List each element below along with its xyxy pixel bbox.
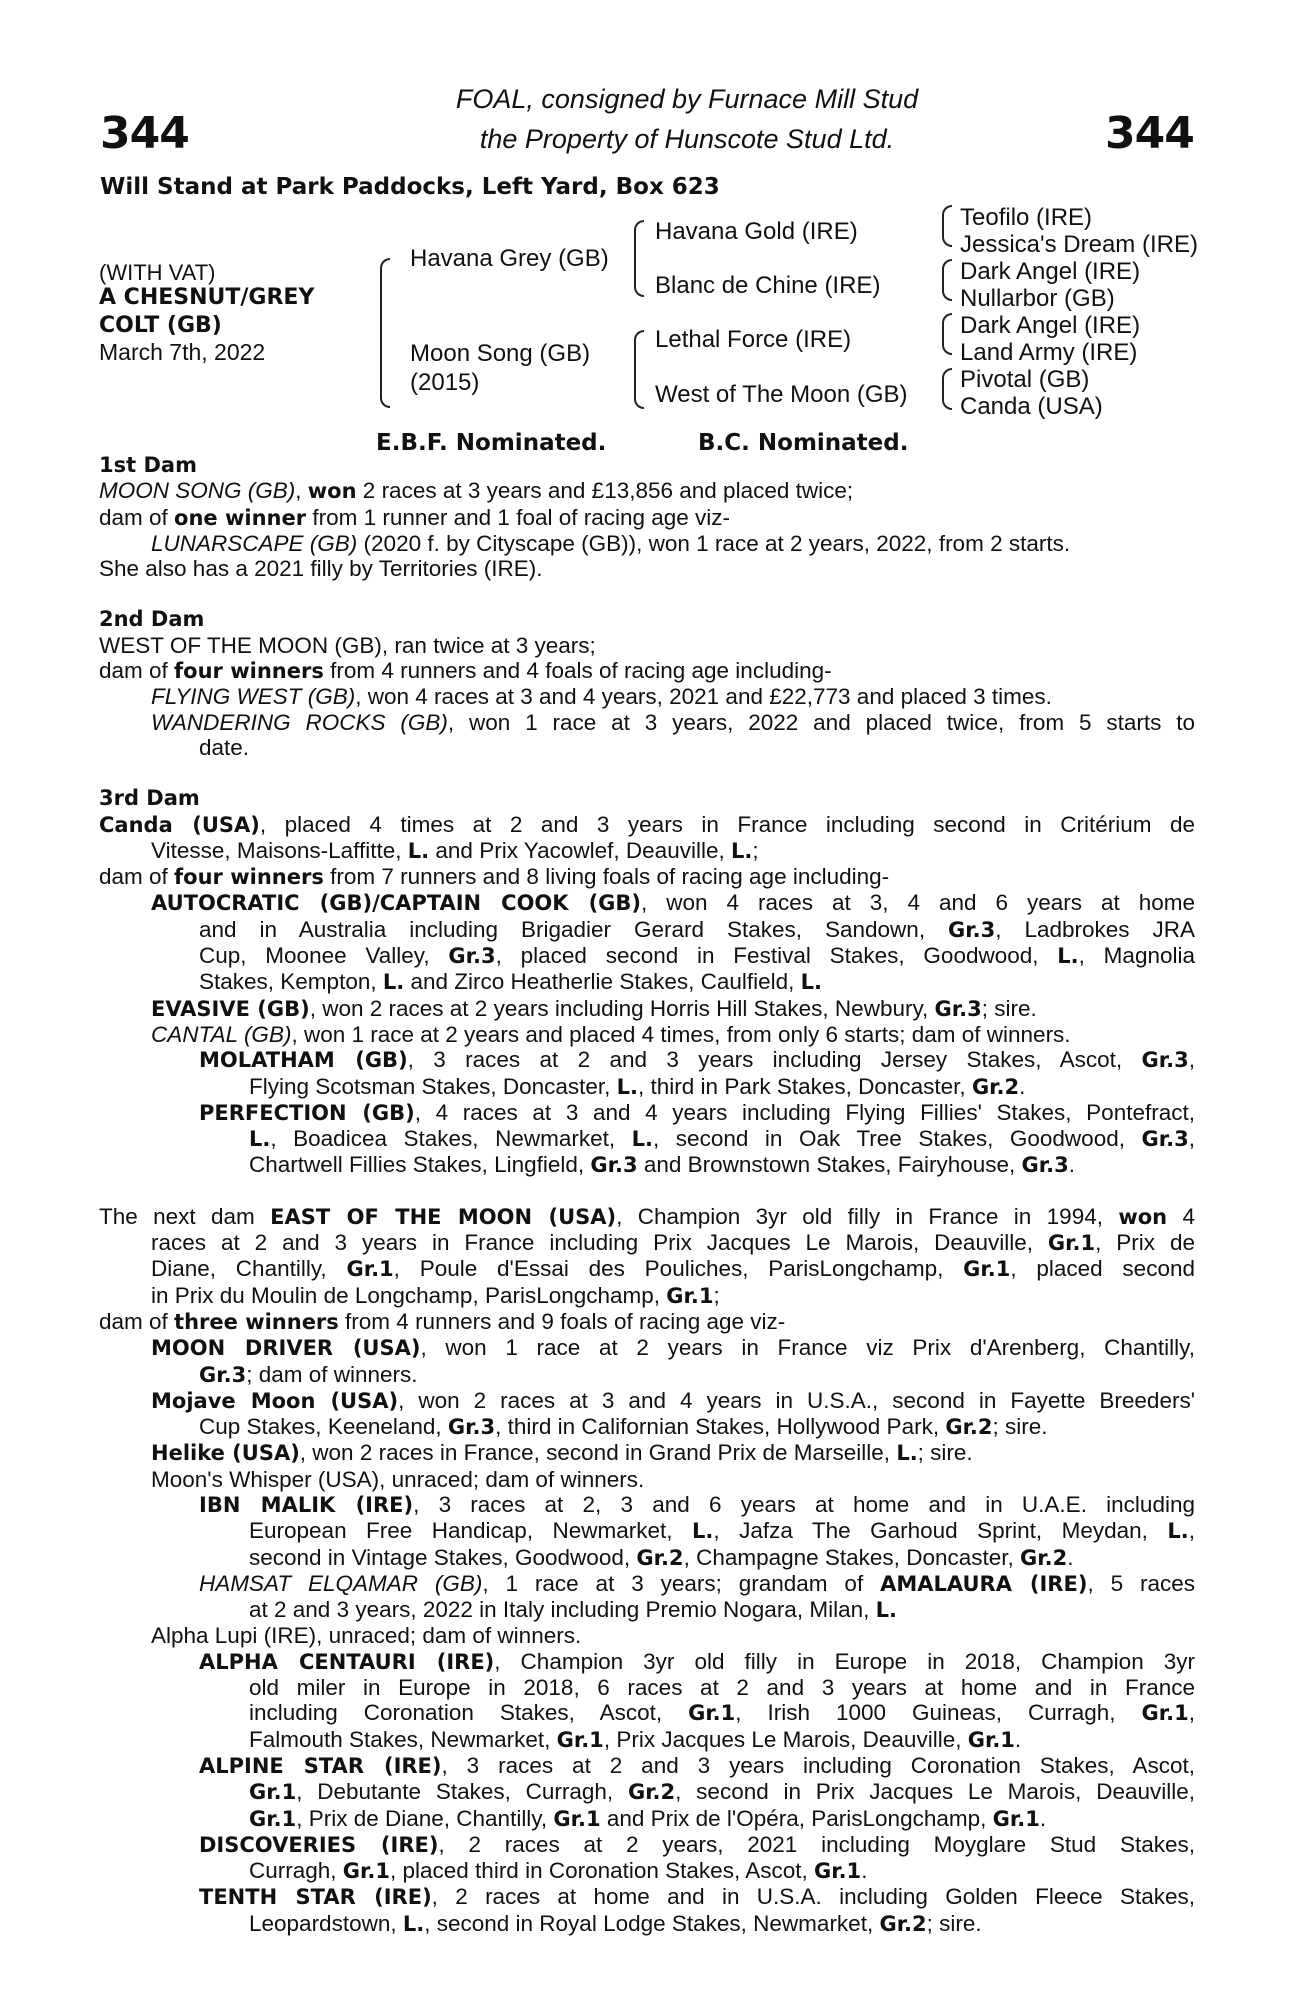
catalogue-line — [99, 1388, 1195, 1414]
catalogue-line — [99, 1518, 1195, 1544]
text-run: , 2 races at home and in U.S.A. including Golden Fleece Stakes, — [431, 1884, 1195, 1910]
text-run: WEST OF THE MOON (GB), ran twice at 3 years; — [99, 632, 596, 658]
text-run: , Champagne Stakes, Doncaster, — [683, 1544, 1020, 1570]
bold-text: MOON DRIVER (USA) — [151, 1336, 421, 1361]
consignor-line: FOAL, consigned by Furnace Mill Stud — [455, 84, 919, 114]
text-run: and Brownstown Stakes, Fairyhouse, — [637, 1152, 1022, 1178]
text-run: , won 4 races at 3, 4 and 6 years at home — [641, 890, 1195, 916]
bold-text: Gr.1 — [346, 1257, 394, 1282]
text-run: , Irish 1000 Guineas, Curragh, — [735, 1700, 1142, 1726]
bold-text: one winner — [174, 505, 307, 530]
bold-text: Gr.1 — [249, 1806, 297, 1831]
brace-g2 — [942, 259, 952, 301]
bold-text: Gr.2 — [1020, 1545, 1068, 1570]
bold-text: Gr.3 — [590, 1153, 638, 1178]
bold-text: Gr.1 — [967, 1727, 1015, 1752]
catalogue-line — [99, 1230, 1195, 1256]
foaling-date: March 7th, 2022 — [99, 339, 266, 365]
brace-g1 — [942, 205, 952, 247]
text-run: , — [1188, 1700, 1195, 1726]
heading-text: 2nd Dam — [99, 607, 205, 632]
catalogue-line — [99, 1309, 1195, 1335]
catalogue-line — [99, 735, 1195, 760]
text-run: second in Vintage Stakes, Goodwood, — [249, 1544, 637, 1570]
bold-text: Gr.2 — [945, 1415, 993, 1440]
dam-brace — [634, 330, 644, 409]
text-run: from 4 runners and 4 foals of racing age including- — [323, 658, 832, 684]
text-run: , — [1188, 1518, 1195, 1544]
text-run: , Jafza The Garhoud Sprint, Meydan, — [713, 1518, 1168, 1544]
section-heading — [99, 785, 1195, 811]
text-run: , 3 races at 2 and 3 years including Coronation Stakes, Ascot, — [441, 1752, 1195, 1778]
catalogue-line — [99, 1256, 1195, 1282]
brace-g4 — [942, 368, 952, 410]
pedigree-ggd-3: Land Army (IRE) — [960, 339, 1138, 366]
pedigree-ggd-4: Canda (USA) — [960, 393, 1103, 420]
text-run: . — [1039, 1805, 1047, 1831]
catalogue-line — [99, 1700, 1195, 1726]
catalogue-line — [99, 1126, 1195, 1152]
catalogue-line — [99, 1440, 1195, 1466]
catalogue-line — [99, 556, 1195, 581]
text-run: and Prix de l'Opéra, ParisLongchamp, — [600, 1805, 993, 1831]
catalogue-body — [99, 452, 1195, 1937]
text-run: (2020 f. by Cityscape (GB)), won 1 race at 2 years, 2022, from 2 starts. — [357, 530, 1071, 556]
text-run: ; — [752, 837, 759, 863]
bold-text: won — [1118, 1204, 1168, 1229]
text-run: , Ladbrokes JRA — [995, 916, 1195, 942]
text-run: , — [295, 478, 308, 504]
bold-text: Gr.1 — [1141, 1701, 1189, 1726]
text-run: European Free Handicap, Newmarket, — [249, 1518, 692, 1544]
text-run: dam of — [99, 504, 175, 530]
text-run: old miler in Europe in 2018, 6 races at 2 and 3 years at home and in France — [249, 1675, 1195, 1701]
text-run: , placed second — [1010, 1256, 1195, 1282]
text-run: , Prix de Diane, Chantilly, — [296, 1805, 554, 1831]
bold-text: AMALAURA (IRE) — [880, 1571, 1088, 1596]
vat-label: (WITH VAT) — [99, 260, 216, 285]
italic-name: MOON SONG (GB) — [99, 478, 296, 504]
bold-text: TENTH STAR (IRE) — [199, 1885, 432, 1910]
text-run: dam of — [99, 658, 175, 684]
dam-of-dam: West of The Moon (GB) — [655, 381, 908, 408]
text-run: Stakes, Kempton, — [199, 969, 383, 995]
bold-text: ALPHA CENTAURI (IRE) — [199, 1649, 495, 1674]
text-run: The next dam — [99, 1203, 271, 1229]
text-run: , Champion 3yr old filly in France in 1994, — [616, 1203, 1119, 1229]
dam: Moon Song (GB) — [410, 340, 591, 367]
text-run: , won 2 races at 2 years including Horris Hill Stakes, Newbury, — [309, 995, 935, 1021]
catalogue-line — [99, 1283, 1195, 1309]
catalogue-line — [99, 633, 1195, 658]
italic-name: FLYING WEST (GB) — [151, 684, 356, 710]
bold-text: L. — [692, 1519, 714, 1544]
text-run: , Champion 3yr old filly in Europe in 2018, Champion 3yr — [494, 1648, 1196, 1674]
catalogue-line — [99, 838, 1195, 864]
bold-text: Gr.1 — [556, 1727, 604, 1752]
bc-nomination: B.C. Nominated. — [698, 430, 909, 456]
bold-text: L. — [249, 1127, 271, 1152]
pedigree-ggd-2: Nullarbor (GB) — [960, 285, 1115, 312]
text-run: ; sire. — [917, 1440, 973, 1466]
text-run: , third in Californian Stakes, Hollywood Park, — [495, 1414, 946, 1440]
bold-text: Gr.3 — [448, 944, 496, 969]
sire-brace — [634, 220, 644, 297]
catalogue-line — [99, 1492, 1195, 1518]
bold-text: L. — [616, 1074, 639, 1099]
text-run: , 1 race at 3 years; grandam of — [482, 1570, 881, 1596]
text-run: , second in Oak Tree Stakes, Goodwood, — [653, 1126, 1142, 1152]
catalogue-line — [99, 1545, 1195, 1571]
text-run: , — [1188, 1047, 1195, 1073]
text-run: , 2 races at 2 years, 2021 including Moyglare Stud Stakes, — [438, 1831, 1195, 1857]
catalogue-line — [99, 1597, 1195, 1623]
property-line: the Property of Hunscote Stud Ltd. — [479, 124, 895, 154]
bold-text: AUTOCRATIC (GB)/CAPTAIN COOK (GB) — [151, 891, 642, 916]
text-run: , 5 races — [1087, 1570, 1195, 1596]
catalogue-line — [99, 658, 1195, 684]
sire-of-sire: Havana Gold (IRE) — [655, 218, 858, 245]
catalogue-line — [99, 1362, 1195, 1388]
bold-text: L. — [407, 838, 430, 863]
sire-of-dam: Lethal Force (IRE) — [655, 326, 852, 353]
text-run: Chartwell Fillies Stakes, Lingfield, — [249, 1152, 591, 1178]
pedigree-ggs-4: Pivotal (GB) — [960, 366, 1090, 393]
text-run: Curragh, — [249, 1858, 343, 1884]
text-run: . — [1019, 1073, 1026, 1099]
brace-g3 — [942, 313, 952, 355]
catalogue-line — [99, 1753, 1195, 1779]
catalogue-line — [99, 1074, 1195, 1100]
bold-text: Gr.1 — [553, 1806, 601, 1831]
bold-text: Gr.1 — [813, 1859, 862, 1884]
catalogue-line — [99, 1623, 1195, 1648]
text-run: , third in Park Stakes, Doncaster, — [638, 1073, 972, 1099]
catalogue-line — [99, 1047, 1195, 1073]
bold-text: L. — [402, 1911, 425, 1936]
catalogue-line — [99, 1779, 1195, 1805]
bold-text: four winners — [174, 659, 324, 684]
heading-text: 3rd Dam — [99, 786, 200, 811]
text-run: , Boadicea Stakes, Newmarket, — [270, 1126, 632, 1152]
text-run: , won 1 race at 3 years, 2022 and placed twice, from 5 starts to — [447, 709, 1196, 735]
bold-text: four winners — [174, 865, 324, 890]
catalogue-line — [99, 1467, 1195, 1492]
bold-text: Gr.1 — [688, 1701, 736, 1726]
catalogue-line — [99, 864, 1195, 890]
text-run: , Prix de — [1095, 1230, 1195, 1256]
bold-text: IBN MALIK (IRE) — [199, 1492, 414, 1517]
text-run: , placed third in Coronation Stakes, Ascot, — [390, 1858, 814, 1884]
catalogue-line — [99, 1911, 1195, 1937]
text-run: ; — [713, 1282, 720, 1308]
catalogue-line — [99, 710, 1195, 735]
bold-text: Gr.1 — [992, 1806, 1040, 1831]
bold-text: won — [307, 479, 357, 504]
catalogue-line — [99, 1414, 1195, 1440]
text-run: races at 2 and 3 years in France including Prix Jacques Le Marois, Deauville, — [151, 1230, 1048, 1256]
bold-text: Gr.1 — [249, 1780, 297, 1805]
text-run: at 2 and 3 years, 2022 in Italy including Premio Nogara, Milan, — [249, 1597, 876, 1623]
text-run: Flying Scotsman Stakes, Doncaster, — [249, 1073, 617, 1099]
section-heading — [99, 452, 1195, 478]
pedigree-brace — [380, 258, 390, 408]
section-heading — [99, 606, 1195, 632]
bold-text: L. — [631, 1127, 654, 1152]
bold-text: Gr.3 — [1141, 1048, 1189, 1073]
catalogue-line — [99, 1204, 1195, 1230]
bold-text: L. — [800, 970, 823, 995]
catalogue-line — [99, 1100, 1195, 1126]
ebf-nomination: E.B.F. Nominated. — [376, 430, 607, 456]
italic-name: WANDERING ROCKS (GB) — [151, 709, 448, 735]
bold-text: Gr.1 — [666, 1283, 714, 1308]
bold-text: Gr.2 — [879, 1911, 927, 1936]
bold-text: Gr.2 — [636, 1545, 684, 1570]
stand-location: Will Stand at Park Paddocks, Left Yard, Box 623 — [100, 174, 720, 200]
catalogue-line — [99, 917, 1195, 943]
bold-text: Helike (USA) — [151, 1441, 300, 1466]
text-run: ; sire. — [926, 1910, 982, 1936]
text-run: 4 — [1167, 1203, 1195, 1229]
horse-sex-country: COLT (GB) — [99, 313, 222, 338]
paragraph-gap — [99, 581, 1195, 606]
bold-text: L. — [875, 1598, 897, 1623]
catalogue-line — [99, 996, 1195, 1022]
pedigree-ggs-3: Dark Angel (IRE) — [960, 312, 1141, 339]
text-run: Diane, Chantilly, — [151, 1256, 347, 1282]
catalogue-line — [99, 505, 1195, 531]
text-run: , won 2 races at 3 and 4 years in U.S.A., second in Fayette Breeders' — [398, 1387, 1195, 1413]
catalogue-line — [99, 684, 1195, 709]
text-run: ; sire. — [981, 995, 1037, 1021]
text-run: ; dam of winners. — [246, 1361, 418, 1387]
bold-text: L. — [1057, 944, 1079, 969]
bold-text: Gr.3 — [948, 917, 996, 942]
bold-text: Gr.3 — [1021, 1153, 1069, 1178]
text-run: , Poule d'Essai des Pouliches, ParisLongchamp, — [393, 1256, 964, 1282]
text-run: Alpha Lupi (IRE), unraced; dam of winners. — [151, 1623, 582, 1649]
bold-text: Canda (USA) — [99, 812, 260, 837]
text-run: , placed 4 times at 2 and 3 years in France including second in Critérium de — [259, 811, 1196, 837]
pedigree-ggs-2: Dark Angel (IRE) — [960, 258, 1141, 285]
bold-text: Mojave Moon (USA) — [151, 1388, 399, 1413]
bold-text: Gr.2 — [627, 1780, 676, 1805]
text-run: . — [1068, 1152, 1076, 1178]
bold-text: Gr.1 — [1047, 1231, 1096, 1256]
sire: Havana Grey (GB) — [410, 245, 609, 272]
lot-number-left: 344 — [100, 108, 189, 159]
catalogue-line — [99, 1884, 1195, 1910]
text-run: , Prix Jacques Le Marois, Deauville, — [603, 1726, 968, 1752]
catalogue-line — [99, 812, 1195, 838]
dam-of-sire: Blanc de Chine (IRE) — [655, 272, 881, 299]
text-run: Falmouth Stakes, Newmarket, — [249, 1726, 557, 1752]
catalogue-line — [99, 1152, 1195, 1178]
bold-text: Gr.3 — [934, 996, 982, 1021]
text-run: in Prix du Moulin de Longchamp, ParisLongchamp, — [151, 1282, 667, 1308]
catalogue-line — [99, 1022, 1195, 1047]
text-run: date. — [199, 734, 250, 760]
text-run: including Coronation Stakes, Ascot, — [249, 1700, 689, 1726]
bold-text: Gr.2 — [971, 1074, 1020, 1099]
catalogue-line — [99, 1675, 1195, 1700]
text-run: 2 races at 3 years and £13,856 and placed twice; — [356, 478, 854, 504]
text-run: and in Australia including Brigadier Gerard Stakes, Sandown, — [199, 916, 949, 942]
text-run: . — [1014, 1726, 1022, 1752]
text-run: She also has a 2021 filly by Territories (IRE). — [99, 556, 543, 582]
pedigree-ggs-1: Teofilo (IRE) — [960, 204, 1093, 231]
text-run: , — [1188, 1126, 1195, 1152]
catalogue-line — [99, 890, 1195, 916]
bold-text: L. — [730, 838, 753, 863]
catalogue-line — [99, 1832, 1195, 1858]
italic-name: LUNARSCAPE (GB) — [151, 530, 358, 556]
text-run: and Zirco Heatherlie Stakes, Caulfield, — [404, 969, 801, 995]
text-run: , 4 races at 3 and 4 years including Flying Fillies' Stakes, Pontefract, — [414, 1099, 1195, 1125]
text-run: and Prix Yacowlef, Deauville, — [429, 837, 731, 863]
bold-text: L. — [896, 1441, 918, 1466]
catalogue-line — [99, 1806, 1195, 1832]
text-run: , 3 races at 2, 3 and 6 years at home and in U.A.E. including — [413, 1491, 1195, 1517]
text-run: , second in Prix Jacques Le Marois, Deauville, — [675, 1779, 1196, 1805]
catalogue-line — [99, 969, 1195, 995]
heading-text: 1st Dam — [99, 453, 197, 477]
italic-name: CANTAL (GB) — [151, 1021, 292, 1047]
catalogue-line — [99, 943, 1195, 969]
bold-text: MOLATHAM (GB) — [199, 1048, 408, 1073]
catalogue-line — [99, 1571, 1195, 1597]
catalogue-line — [99, 1335, 1195, 1361]
text-run: , won 1 race at 2 years in France viz Prix d'Arenberg, Chantilly, — [420, 1335, 1195, 1361]
bold-text: DISCOVERIES (IRE) — [199, 1832, 439, 1857]
text-run: , Magnolia — [1078, 943, 1195, 969]
text-run: dam of — [99, 864, 175, 890]
text-run: . — [861, 1858, 868, 1884]
catalogue-line — [99, 1649, 1195, 1675]
bold-text: EAST OF THE MOON (USA) — [270, 1204, 617, 1229]
text-run: , won 4 races at 3 and 4 years, 2021 and £22,773 and placed 3 times. — [355, 684, 1052, 710]
bold-text: Gr.3 — [1141, 1127, 1189, 1152]
bold-text: Gr.3 — [199, 1362, 247, 1387]
catalogue-line — [99, 1858, 1195, 1884]
text-run: , 3 races at 2 and 3 years including Jersey Stakes, Ascot, — [407, 1047, 1142, 1073]
text-run: Vitesse, Maisons-Laffitte, — [151, 837, 408, 863]
italic-name: HAMSAT ELQAMAR (GB) — [199, 1570, 483, 1596]
pedigree-ggd-1: Jessica's Dream (IRE) — [960, 231, 1198, 258]
bold-text: EVASIVE (GB) — [151, 996, 310, 1021]
text-run: from 4 runners and 9 foals of racing age viz- — [338, 1308, 786, 1334]
catalogue-line — [99, 478, 1195, 504]
bold-text: Gr.3 — [447, 1415, 496, 1440]
catalogue-line — [99, 531, 1195, 556]
text-run: , placed second in Festival Stakes, Goodwood, — [495, 943, 1058, 969]
paragraph-gap — [99, 1179, 1195, 1204]
text-run: . — [1067, 1544, 1074, 1570]
text-run: , won 1 race at 2 years and placed 4 times, from only 6 starts; dam of winners. — [291, 1021, 1071, 1047]
lot-number-right: 344 — [1105, 108, 1194, 159]
text-run: ; sire. — [992, 1414, 1048, 1440]
bold-text: PERFECTION (GB) — [199, 1100, 415, 1125]
text-run: Cup Stakes, Keeneland, — [199, 1414, 448, 1440]
bold-text: Gr.1 — [963, 1257, 1011, 1282]
text-run: from 1 runner and 1 foal of racing age viz- — [306, 504, 731, 530]
bold-text: three winners — [174, 1309, 339, 1334]
horse-description: A CHESNUT/GREY — [99, 285, 315, 310]
dam-year: (2015) — [410, 369, 480, 396]
text-run: , won 2 races in France, second in Grand Prix de Marseille, — [299, 1440, 897, 1466]
text-run: Leopardstown, — [249, 1910, 403, 1936]
catalogue-line — [99, 1727, 1195, 1753]
paragraph-gap — [99, 760, 1195, 785]
text-run: dam of — [99, 1308, 175, 1334]
text-run: Cup, Moonee Valley, — [199, 943, 449, 969]
text-run: , second in Royal Lodge Stakes, Newmarket, — [424, 1910, 880, 1936]
bold-text: L. — [1167, 1519, 1189, 1544]
bold-text: ALPINE STAR (IRE) — [199, 1753, 442, 1778]
bold-text: L. — [382, 970, 405, 995]
text-run: Moon's Whisper (USA), unraced; dam of winners. — [151, 1466, 645, 1492]
bold-text: Gr.1 — [342, 1859, 390, 1884]
text-run: from 7 runners and 8 living foals of racing age including- — [323, 864, 890, 890]
text-run: , Debutante Stakes, Curragh, — [296, 1779, 628, 1805]
